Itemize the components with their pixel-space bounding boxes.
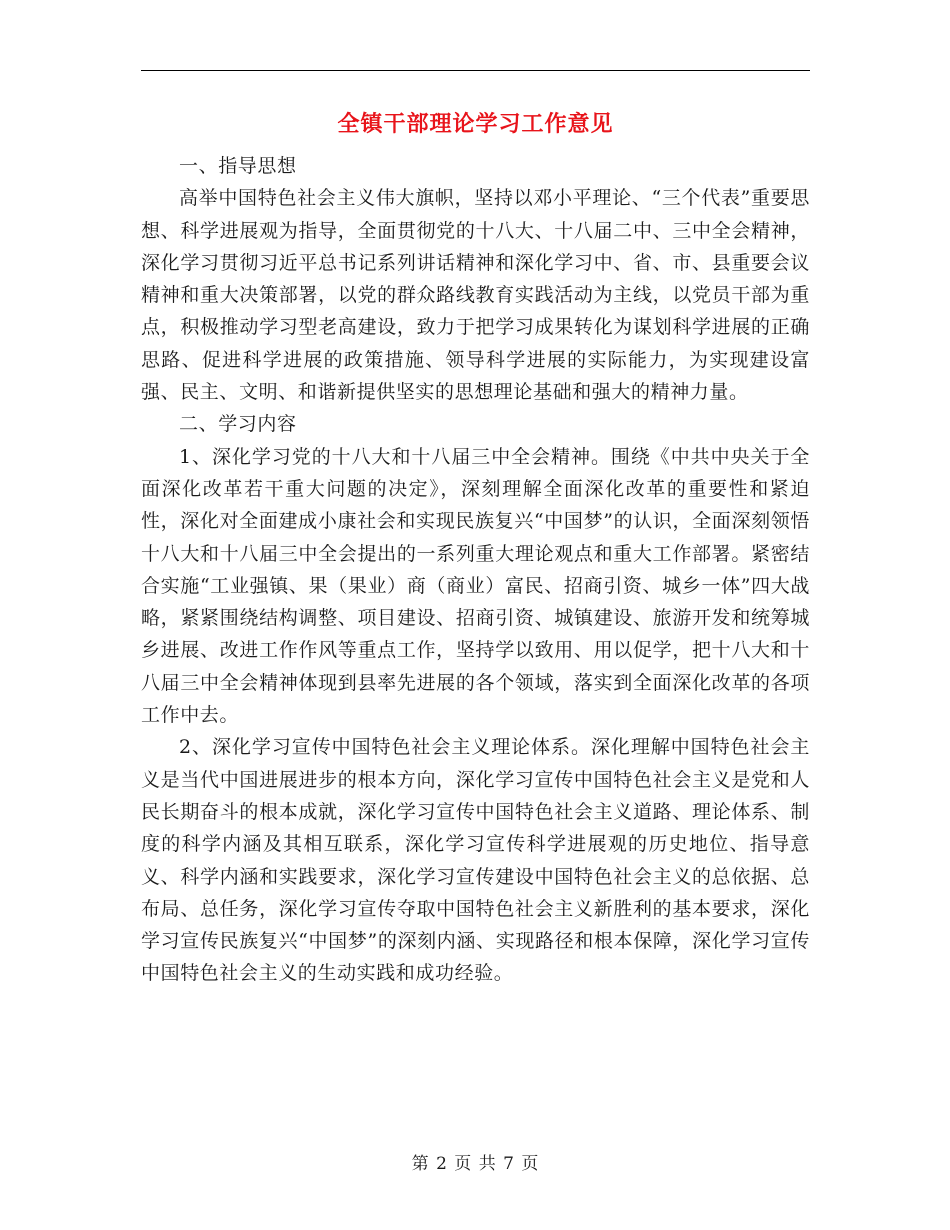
- document-body: [141, 150, 810, 990]
- paragraph-guiding-ideology: 高举中国特色社会主义伟大旗帜，坚持以邓小平理论、“三个代表”重要思想、科学进展观为指导，全面贯彻党的十八大、十八届二中、三中全会精神，深化学习贯彻习近平总书记系列讲话精神和深化学习中、省、市、县重要会议精神和重大决策部署，以党的群众路线教育实践活动为主线，以党员干部为重点，积极推动学习型老高建设，致力于把学习成果转化为谋划科学进展的正确思路、促进科学进展的政策措施、领导科学进展的实际能力，为实现建设富强、民主、文明、和谐新提供坚实的思想理论基础和强大的精神力量。: [141, 187, 810, 404]
- header-rule: [141, 70, 810, 71]
- page-number-footer: 第 2 页 共 7 页: [411, 1154, 540, 1174]
- paragraph-study-item-1: 1、深化学习党的十八大和十八届三中全会精神。围绕《中共中央关于全面深化改革若干重大问题的决定》，深刻理解全面深化改革的重要性和紧迫性，深化对全面建成小康社会和实现民族复兴“中国梦”的认识，全面深刻领悟十八大和十八届三中全会提出的一系列重大理论观点和重大工作部署。紧密结合实施“工业强镇、果（果业）商（商业）富民、招商引资、城乡一体”四大战略，紧紧围绕结构调整、项目建设、招商引资、城镇建设、旅游开发和统筹城乡进展、改进工作作风等重点工作，坚持学以致用、用以促学，把十八大和十八届三中全会精神体现到县率先进展的各个领域，落实到全面深化改革的各项工作中去。: [141, 445, 810, 727]
- document-title: 全镇干部理论学习工作意见: [337, 111, 614, 137]
- section-heading-study-content: 二、学习内容: [179, 413, 297, 436]
- section-heading-guiding-ideology: 一、指导思想: [179, 155, 297, 177]
- paragraph-study-item-2: 2、深化学习宣传中国特色社会主义理论体系。深化理解中国特色社会主义是当代中国进展进步的根本方向，深化学习宣传中国特色社会主义是党和人民长期奋斗的根本成就，深化学习宣传中国特色社会主义道路、理论体系、制度的科学内涵及其相互联系，深化学习宣传科学进展观的历史地位、指导意义、科学内涵和实践要求，深化学习宣传建设中国特色社会主义的总依据、总布局、总任务，深化学习宣传夺取中国特色社会主义新胜利的基本要求，深化学习宣传民族复兴“中国梦”的深刻内涵、实现路径和根本保障，深化学习宣传中国特色社会主义的生动实践和成功经验。: [141, 736, 810, 985]
